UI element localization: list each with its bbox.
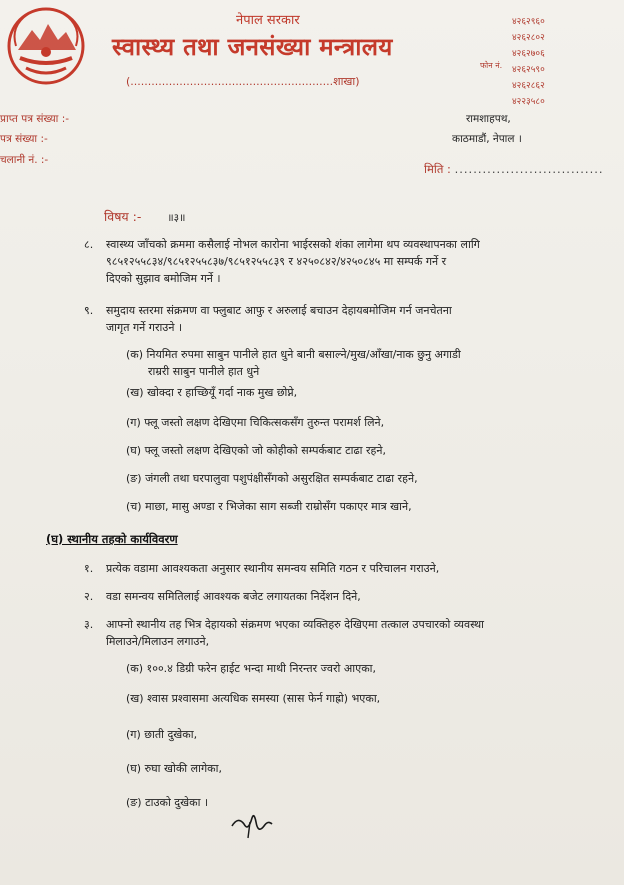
- item-text: ९८५१२५५८३४/९८५१२५५८३७/९८५१२५५८३९ र ४२५०८४२/४२५०८४५ मा सम्पर्क गर्ने र: [106, 255, 447, 268]
- sub-list-item: (घ) रुघा खोकी लागेका,: [126, 762, 222, 775]
- government-name: नेपाल सरकार: [236, 13, 300, 28]
- item-text: प्रत्येक वडामा आवश्यकता अनुसार स्थानीय समन्वय समिति गठन र परिचालन गराउने,: [106, 562, 440, 575]
- item-number: ८.: [84, 238, 94, 251]
- item-text: वडा समन्वय समितिलाई आवश्यक बजेट लगायतका निर्देशन दिने,: [106, 590, 361, 603]
- section-heading: (घ) स्थानीय तहको कार्यविवरण: [46, 532, 178, 546]
- received-letter-no-label: प्राप्त पत्र संख्या :-: [0, 113, 70, 125]
- item-number: ९.: [84, 304, 94, 317]
- item-text: जागृत गर्ने गराउने ।: [106, 321, 183, 334]
- sub-list-item: (ग) छाती दुखेका,: [126, 728, 198, 741]
- list-item: [84, 236, 604, 287]
- list-item: [84, 560, 439, 577]
- phone-label: फोन नं.: [480, 61, 503, 70]
- list-item: [84, 588, 361, 605]
- dispatch-no-label: चलानी नं. :-: [0, 154, 49, 166]
- phone-number: ४२६२८०२: [512, 33, 545, 43]
- sub-list-item: (घ) फ्लू जस्तो लक्षण देखिएको जो कोहीको सम्पर्कबाट टाढा रहने,: [126, 444, 386, 457]
- sub-list-item: (च) माछा, मासु अण्डा र भिजेका साग सब्जी राम्रोसँग पकाएर मात्र खाने,: [126, 500, 412, 513]
- item-text: आफ्नो स्थानीय तह भित्र देहायको संक्रमण भएका व्यक्तिहरु देखिएमा तत्काल उपचारको व्यवस्था: [106, 618, 485, 631]
- list-item: [84, 616, 614, 650]
- sub-list-item: (ङ) जंगली तथा घरपालुवा पशुपंक्षीसँगको असुरक्षित सम्पर्कबाट टाढा रहने,: [126, 472, 418, 485]
- phone-number: ४२६२५९०: [512, 65, 545, 75]
- subject-label: विषय :-: [104, 209, 142, 224]
- item-text: दिएको सुझाव बमोजिम गर्ने ।: [106, 272, 221, 285]
- phone-number: ४२६२७०६: [512, 49, 545, 59]
- item-number: १.: [84, 562, 94, 575]
- nepal-emblem-icon: [6, 6, 86, 86]
- address-line-2: काठमाडौं, नेपाल ।: [452, 133, 522, 145]
- sub-list-item: (ख) श्वास प्रश्वासमा अत्यधिक समस्या (सास फेर्न गाह्रो) भएका,: [126, 692, 381, 705]
- subject-mark: ॥३॥: [167, 212, 186, 224]
- ministry-title: स्वास्थ्य तथा जनसंख्या मन्त्रालय: [112, 32, 393, 61]
- item-text: स्वास्थ्य जाँचको क्रममा कसैलाई नोभल कारोना भाईरसको शंका लागेमा थप व्यवस्थापनका लागि: [106, 238, 480, 251]
- date-blank: ................................: [454, 162, 604, 176]
- letter-no-label: पत्र संख्या :-: [0, 133, 48, 145]
- subject-line: [104, 208, 185, 225]
- date-label: मिति :: [424, 162, 451, 176]
- address-line-1: रामशाहपथ,: [466, 113, 511, 125]
- item-text: (क) नियमित रुपमा साबुन पानीले हात धुने बानी बसाल्ने/मुख/आँखा/नाक छुनु अगाडी: [126, 348, 461, 361]
- branch-line: (..........................................................शाखा): [126, 75, 360, 88]
- sub-list-item: (ख) खोक्दा र हाच्छियूँ गर्दा नाक मुख छोप्ने,: [126, 386, 298, 399]
- signature-icon: [228, 808, 274, 840]
- sub-list-item: [126, 346, 606, 380]
- phone-number: ४२२३५८०: [512, 97, 545, 107]
- sub-list-item: (ङ) टाउको दुखेका ।: [126, 796, 209, 809]
- sub-list-item: (ग) फ्लू जस्तो लक्षण देखिएमा चिकित्सकसँग तुरुन्त परामर्श लिने,: [126, 416, 385, 429]
- phone-number: ४२६२९६०: [512, 17, 545, 27]
- sub-list-item: (क) १००.४ डिग्री फरेन हाईट भन्दा माथी निरन्तर ज्वरो आएका,: [126, 662, 376, 675]
- item-number: ३.: [84, 618, 94, 631]
- date-field: [424, 162, 604, 177]
- phone-number: ४२६२८६२: [512, 81, 545, 91]
- phone-numbers: [512, 14, 545, 110]
- list-item: [84, 302, 604, 336]
- item-text: समुदाय स्तरमा संक्रमण वा फ्लुबाट आफु र अरुलाई बचाउन देहायबमोजिम गर्न जनचेतना: [106, 304, 452, 317]
- item-number: २.: [84, 590, 94, 603]
- item-text: मिलाउने/मिलाउन लगाउने,: [106, 635, 210, 648]
- item-text: राम्ररी साबुन पानीले हात धुने: [148, 365, 260, 378]
